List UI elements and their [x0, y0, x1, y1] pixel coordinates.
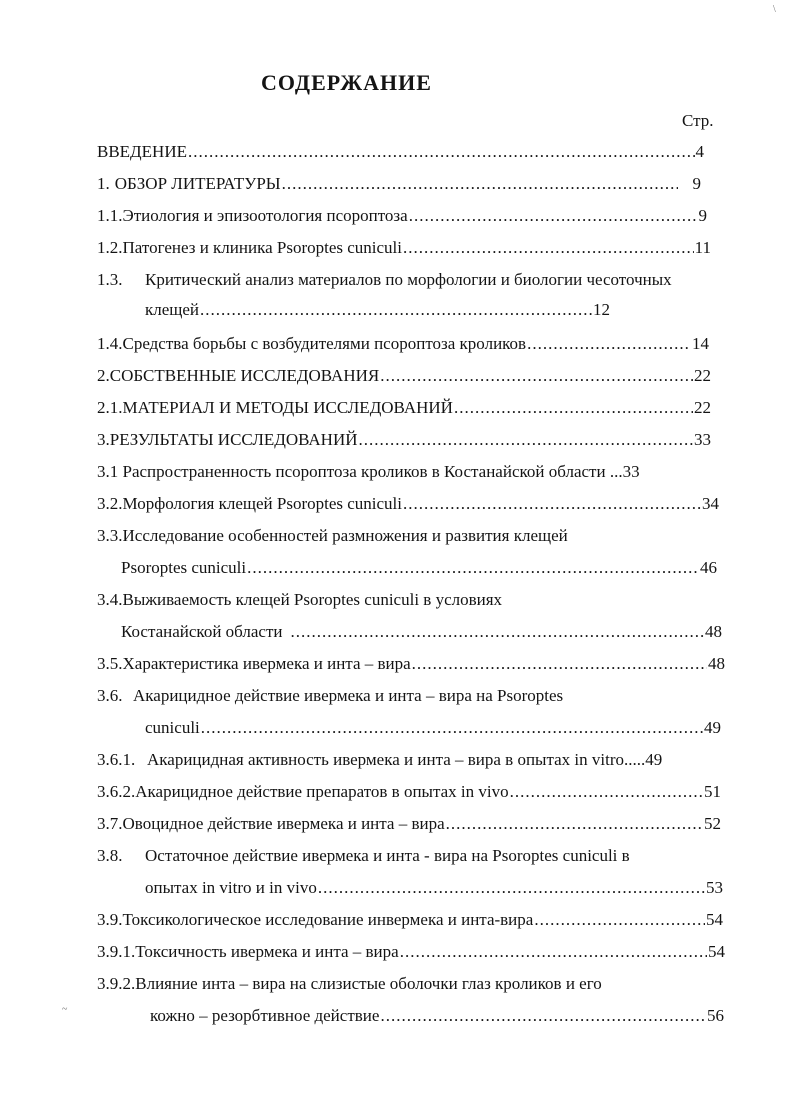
- toc-entry-page: 49: [645, 750, 663, 769]
- toc-entry-1-2: [97, 238, 711, 260]
- toc-entry-number: 3.6.: [97, 686, 123, 705]
- toc-leader: [380, 366, 693, 386]
- toc-entry-text: Акарицидное действие препаратов в опытах in vivo: [135, 782, 509, 801]
- toc-entry-page: 33: [622, 462, 640, 481]
- toc-entry-2: [97, 366, 711, 388]
- toc-entry-text: Критический анализ материалов по морфологии и биологии чесоточных: [145, 270, 672, 289]
- toc-entry-number: 2.: [97, 366, 110, 385]
- page-column-label: Стр.: [682, 111, 714, 130]
- toc-leader: [247, 558, 699, 578]
- toc-leader: [201, 718, 703, 738]
- toc-entry-3-4: [97, 590, 502, 610]
- toc-entry-number: 1.1.: [97, 206, 123, 225]
- toc-entry-text: Патогенез и клиника Psoroptes cuniculi: [122, 238, 403, 257]
- toc-entry-text: Токсикологическое исследование инвермека и инта-вира: [122, 910, 534, 929]
- toc-entry-3: [97, 430, 711, 452]
- toc-entry-3-8-cont: [145, 878, 723, 900]
- toc-entry-intro: [97, 142, 704, 164]
- toc-entry-text: ВВЕДЕНИЕ: [97, 142, 187, 161]
- toc-entry-text: МАТЕРИАЛ И МЕТОДЫ ИССЛЕДОВАНИЙ: [122, 398, 453, 417]
- toc-entry-page: 9: [692, 174, 701, 193]
- toc-entry-number: 1.3.: [97, 270, 123, 289]
- toc-leader: [454, 398, 693, 418]
- toc-entry-text: Средства борьбы с возбудителями псороптоза кроликов: [122, 334, 527, 353]
- toc-entry-1-3: [97, 270, 672, 290]
- toc-entry-number: 3.6.2.: [97, 782, 136, 801]
- toc-entry-3-6: [97, 686, 563, 706]
- toc-entry-text: Выживаемость клещей Psoroptes cuniculi в условиях: [122, 590, 503, 609]
- toc-entry-number: 3.9.1.: [97, 942, 136, 961]
- toc-entry-number: 3.7.: [97, 814, 123, 833]
- toc-leader: [359, 430, 694, 450]
- toc-entry-page: 48: [708, 654, 725, 673]
- toc-entry-3-9-2-cont: [150, 1006, 724, 1028]
- toc-entry-page: 48: [705, 622, 722, 641]
- toc-entry-page: 49: [704, 718, 721, 737]
- toc-entry-1: [97, 174, 701, 196]
- toc-leader: [409, 206, 698, 226]
- toc-entry-page: 4: [695, 142, 704, 161]
- toc-entry-page: 33: [694, 430, 711, 449]
- toc-entry-number: 3.5.: [97, 654, 123, 673]
- toc-entry-3-2: [97, 494, 719, 516]
- toc-entry-3-7: [97, 814, 721, 836]
- toc-leader: [318, 878, 705, 898]
- toc-entry-3-5: [97, 654, 725, 676]
- toc-leader: [534, 910, 705, 930]
- toc-entry-number: 3.1: [97, 462, 119, 481]
- toc-entry-text: СОБСТВЕННЫЕ ИССЛЕДОВАНИЯ: [109, 366, 380, 385]
- toc-entry-1-1: [97, 206, 707, 228]
- toc-entry-3-6-2: [97, 782, 721, 804]
- toc-entry-text: Этиология и эпизоотология псороптоза: [122, 206, 408, 225]
- toc-entry-text: Распространенность псороптоза кроликов в Костанайской области: [122, 462, 606, 481]
- toc-entry-page: 52: [704, 814, 721, 833]
- toc-entry-number: 3.6.1.: [97, 750, 136, 769]
- toc-entry-text-cont: Psoroptes cuniculi: [121, 558, 247, 577]
- toc-leader: [510, 782, 703, 802]
- toc-entry-3-9: [97, 910, 723, 932]
- toc-entry-text: Влияние инта – вира на слизистые оболочки глаз кроликов и его: [135, 974, 602, 993]
- toc-entry-page: 12: [593, 300, 610, 319]
- toc-entry-number: 2.1.: [97, 398, 123, 417]
- toc-leader: [400, 942, 707, 962]
- toc-entry-page: 54: [706, 910, 723, 929]
- toc-entry-page: 22: [694, 366, 711, 385]
- toc-entry-text-cont: кожно – резорбтивное действие: [150, 1006, 380, 1025]
- toc-leader: [403, 494, 701, 514]
- toc-leader: [446, 814, 703, 834]
- toc-entry-number: 3.8.: [97, 846, 123, 865]
- toc-entry-3-8: [97, 846, 630, 866]
- scan-speck: \: [773, 4, 776, 15]
- toc-entry-1-4: [97, 334, 709, 356]
- toc-entry-text: Остаточное действие ивермека и инта - вира на Psoroptes cuniculi в: [145, 846, 630, 865]
- toc-entry-page: 54: [708, 942, 725, 961]
- toc-entry-text: Акарицидная активность ивермека и инта – вира в опытах in vitro: [147, 750, 624, 769]
- scan-speck: ~: [62, 1004, 68, 1015]
- toc-entry-page: 34: [702, 494, 719, 513]
- toc-entry-page: 56: [707, 1006, 724, 1025]
- toc-entry-number: 1.: [97, 174, 110, 193]
- toc-entry-page: 46: [700, 558, 717, 577]
- toc-entry-page: 53: [706, 878, 723, 897]
- toc-entry-3-9-2: [97, 974, 602, 994]
- page-title: СОДЕРЖАНИЕ: [261, 70, 432, 95]
- toc-entry-text: Морфология клещей Psoroptes cuniculi: [122, 494, 403, 513]
- toc-entry-text: Овоцидное действие ивермека и инта – вира: [122, 814, 445, 833]
- toc-entry-number: 3.: [97, 430, 110, 449]
- toc-entry-text: ОБЗОР ЛИТЕРАТУРЫ: [114, 174, 281, 193]
- toc-entry-text-cont: клещей: [145, 300, 200, 319]
- toc-leader: [188, 142, 695, 162]
- toc-entry-text: Характеристика ивермека и инта – вира: [122, 654, 411, 673]
- toc-entry-text-cont: cuniculi: [145, 718, 200, 737]
- toc-entry-3-3-cont: [121, 558, 717, 580]
- toc-entry-number: 1.2.: [97, 238, 123, 257]
- toc-entry-3-6-cont: [145, 718, 721, 740]
- toc-entry-text: Токсичность ивермека и инта – вира: [135, 942, 399, 961]
- toc-leader: [527, 334, 691, 354]
- toc-entry-number: 3.3.: [97, 526, 123, 545]
- toc-entry-page: 22: [694, 398, 711, 417]
- toc-leader: [403, 238, 694, 258]
- toc-entry-text: Акарицидное действие ивермека и инта – вира на Psoroptes: [133, 686, 564, 705]
- toc-entry-text-cont: Костанайской области: [121, 622, 283, 641]
- toc-leader: [412, 654, 707, 674]
- toc-leader: [282, 174, 678, 194]
- toc-entry-text: Исследование особенностей размножения и развития клещей: [122, 526, 568, 545]
- toc-entry-number: 3.9.2.: [97, 974, 136, 993]
- toc-entry-number: 3.9.: [97, 910, 123, 929]
- toc-entry-3-4-cont: [121, 622, 722, 644]
- toc-entry-3-9-1: [97, 942, 725, 964]
- toc-entry-3-6-1: 3.6.1. Акарицидная активность ивермека и инта – вира в опытах in vitro.....49: [97, 750, 663, 769]
- toc-entry-page: 11: [694, 238, 711, 257]
- toc-leader: [200, 300, 592, 320]
- toc-entry-page: 14: [692, 334, 709, 353]
- toc-entry-1-3-cont: [145, 300, 610, 322]
- toc-leader: [291, 622, 705, 642]
- toc-leader: [380, 1006, 706, 1026]
- toc-entry-page: 51: [704, 782, 721, 801]
- toc-entry-text: РЕЗУЛЬТАТЫ ИССЛЕДОВАНИЙ: [109, 430, 358, 449]
- toc-entry-3-3: [97, 526, 568, 546]
- toc-entry-page: 9: [698, 206, 707, 225]
- toc-entry-3-1: 3.1 Распространенность псороптоза кроликов в Костанайской области ...33: [97, 462, 640, 481]
- toc-entry-text-cont: опытах in vitro и in vivo: [145, 878, 317, 897]
- toc-entry-number: 1.4.: [97, 334, 123, 353]
- toc-entry-number: 3.2.: [97, 494, 123, 513]
- toc-entry-2-1: [97, 398, 711, 420]
- toc-entry-number: 3.4.: [97, 590, 123, 609]
